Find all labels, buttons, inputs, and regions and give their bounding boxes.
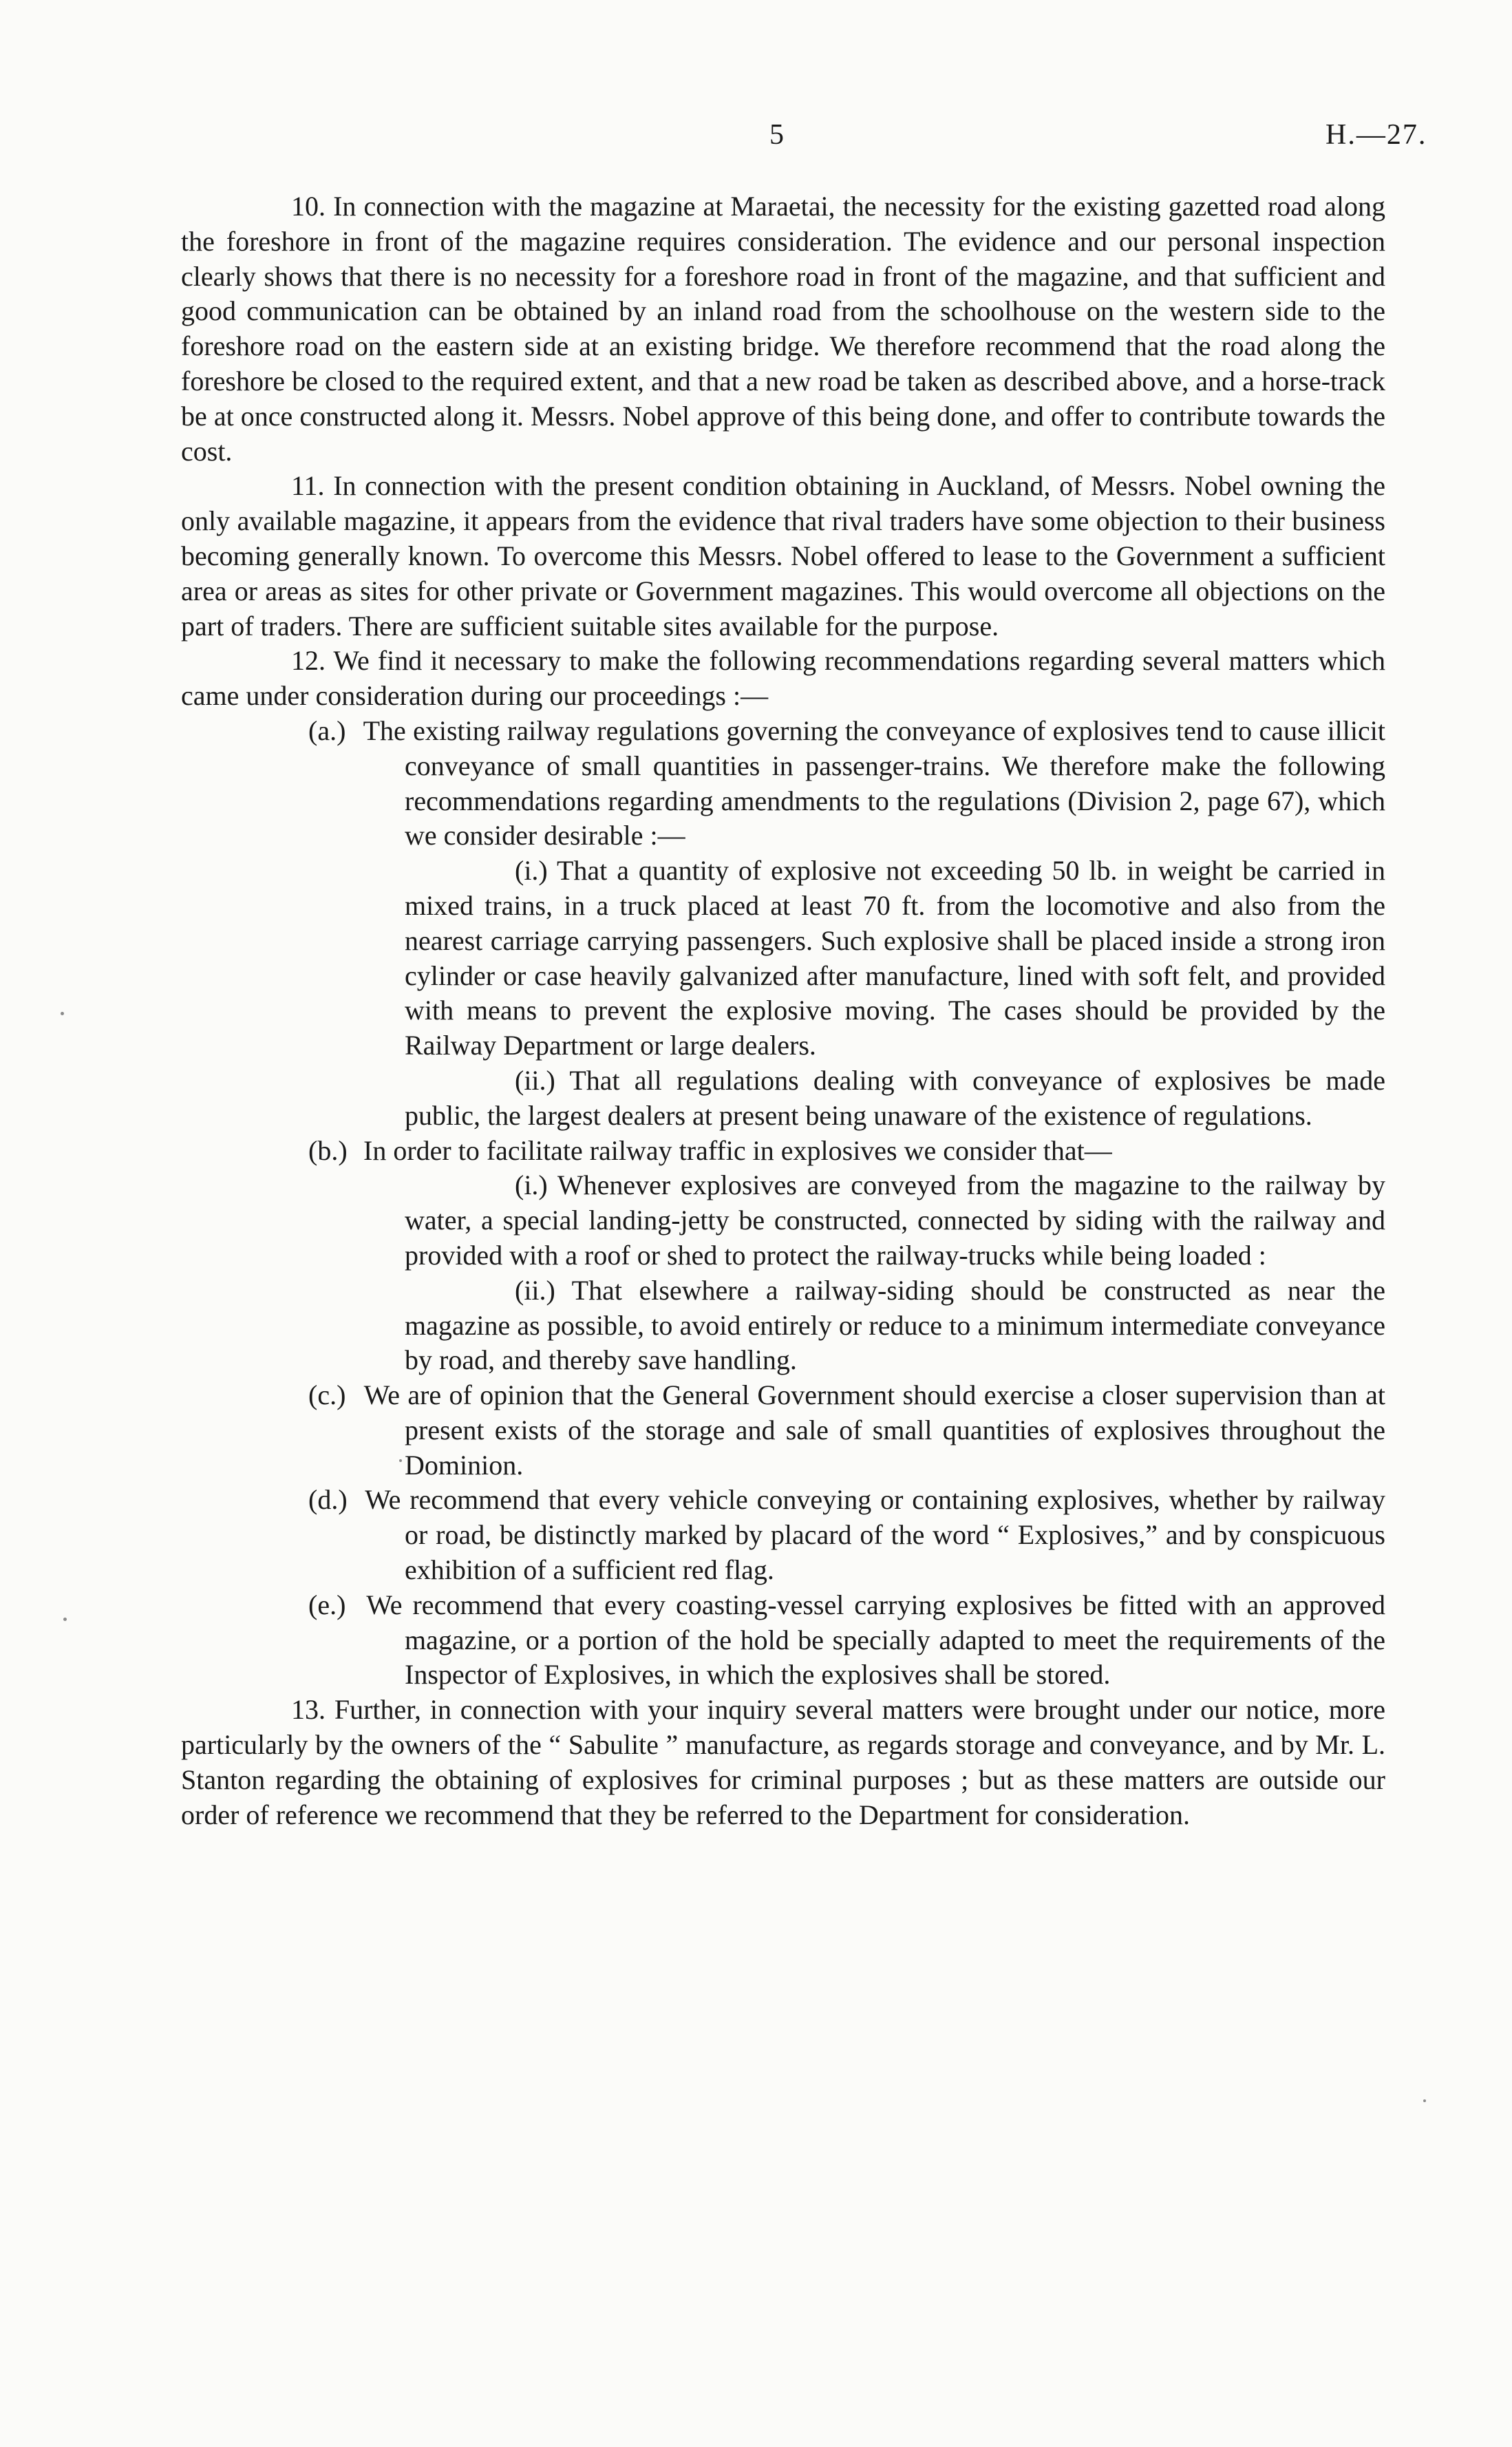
recommendation-a: (a.) The existing railway regulations governing the conveyance of explosives tend to cause illicit conveyance of small quantities in passenger-trains. We therefore make the following recommendations regarding amendments to the regulations (Division 2, page 67), which we consider desirable :— — [308, 714, 1386, 851]
page-number: 5 — [769, 119, 784, 151]
recommendation-b-i — [405, 1168, 1385, 1273]
scan-speck — [399, 1459, 402, 1462]
paragraph-text: In connection with the present condition obtaining in Auckland, of Messrs. Nobel owning the only available magazine, it appears from the evidence that rival traders have some objection to their business becoming generally known. To overcome this Messrs. Nobel offered to lease to the Government a sufficient area or areas as sites for other private or Government magazines. This would overcome all objections on the part of traders. There are sufficient suitable sites available for the purpose. — [181, 470, 1385, 642]
recommendation-b-ii — [405, 1273, 1385, 1378]
item-text: That elsewhere a railway-siding should be constructed as near the magazine as possible, to avoid entirely or reduce to a minimum intermediate conveyance by road, and thereby save handling. — [405, 1274, 1385, 1376]
recommendation-d: (d.) We recommend that every vehicle conveying or containing explosives, whether by railway or road, be distinctly marked by placard of the word “ Explosives,” and by conspicuous exhibition of a sufficient red flag. — [308, 1484, 1385, 1586]
recommendation-e: (e.) We recommend that every coasting-vessel carrying explosives be fitted with an approved magazine, or a portion of the hold be specially adapted to meet the requirements of the Inspector of Explosives, in which the explosives shall be stored. — [308, 1589, 1385, 1691]
paragraph-text: In connection with the magazine at Maraetai, the necessity for the existing gazetted road along the foreshore in front of the magazine requires consideration. The evidence and our personal inspection clearly shows that there is no necessity for a foreshore road in front of the magazine, and that sufficient and good communication can be obtained by an inland road from the schoolhouse on the western side to the foreshore road on the eastern side at an existing bridge. We therefore recommend that the road along the foreshore be closed to the required extent, and that a new road be taken as described above, and a horse-track be at once constructed along it. Messrs. Nobel approve of this being done, and offer to contribute towards the cost. — [181, 191, 1385, 467]
scan-speck — [1423, 2099, 1426, 2102]
item-text: In order to facilitate railway traffic in explosives we consider that— — [363, 1134, 1112, 1166]
item-text: That a quantity of explosive not exceeding 50 lb. in weight be carried in mixed trains, in a truck placed at least 70 ft. from the locomotive and also from the nearest carriage carrying passengers. Such explosive shall be placed inside a strong iron cylinder or case heavily galvanized after manufacture, lined with soft felt, and provided with means to prevent the explosive moving. The cases should be provided by the Railway Department or large dealers. — [405, 855, 1385, 1061]
paragraph-number: 10. — [291, 191, 326, 222]
paragraph-number: 12. — [291, 645, 326, 677]
item-label: (i.) — [515, 855, 548, 887]
paragraph-number: 13. — [291, 1694, 326, 1726]
page-header — [0, 118, 1512, 160]
recommendation-c: (c.) We are of opinion that the General Government should exercise a closer supervision than at present exists of the storage and sale of small quantities of explosives throughout the Dominion. — [308, 1379, 1385, 1481]
paragraph-11 — [181, 469, 1385, 644]
item-text: We are of opinion that the General Government should exercise a closer supervision than at present exists of the storage and sale of small quantities of explosives throughout the Dominion. — [363, 1379, 1385, 1481]
paragraph-13 — [181, 1693, 1385, 1832]
scan-speck — [63, 1618, 67, 1621]
item-text: We recommend that every vehicle conveying or containing explosives, whether by railway or road, be distinctly marked by placard of the word “ Explosives,” and by conspicuous exhibition of a sufficient red flag. — [365, 1484, 1385, 1586]
paragraph-12 — [181, 644, 1385, 714]
recommendation-a-ii — [405, 1063, 1385, 1134]
paragraph-number: 11. — [291, 470, 325, 502]
item-text: We recommend that every coasting-vessel carrying explosives be fitted with an approved magazine, or a portion of the hold be specially adapted to meet the requirements of the Inspector of Explosives, in which the explosives shall be stored. — [366, 1589, 1385, 1691]
scan-speck — [61, 1012, 64, 1015]
item-text: Whenever explosives are conveyed from the magazine to the railway by water, a special landing-jetty be constructed, connected by siding with the railway and provided with a roof or shed to protect the railway-trucks while being loaded : — [405, 1169, 1386, 1271]
document-reference: H.—27. — [1325, 119, 1427, 151]
item-text: The existing railway regulations governing the conveyance of explosives tend to cause illicit conveyance of small quantities in passenger-trains. We therefore make the following recommendations regarding amendments to the regulations (Division 2, page 67), which we consider desirable :— — [363, 714, 1386, 851]
paragraph-10 — [181, 189, 1385, 469]
recommendation-b: (b.) In order to facilitate railway traffic in explosives we consider that— — [308, 1134, 1112, 1166]
recommendation-a-i — [405, 854, 1385, 1063]
item-text: That all regulations dealing with conveyance of explosives be made public, the largest dealers at present being unaware of the existence of regulations. — [405, 1064, 1385, 1131]
document-body — [181, 189, 1385, 1832]
paragraph-text: Further, in connection with your inquiry several matters were brought under our notice, more particularly by the owners of the “ Sabulite ” manufacture, as regards storage and conveyance, and by Mr. L. Stanton regarding the obtaining of explosives for criminal purposes ; but as these matters are outside our order of reference we recommend that they be referred to the Department for consideration. — [181, 1694, 1385, 1830]
item-label: (ii.) — [515, 1064, 555, 1096]
item-label: (i.) — [515, 1169, 548, 1201]
paragraph-text: We find it necessary to make the following recommendations regarding several matters which came under consideration during our proceedings :— — [181, 645, 1386, 712]
item-label: (ii.) — [515, 1274, 555, 1306]
